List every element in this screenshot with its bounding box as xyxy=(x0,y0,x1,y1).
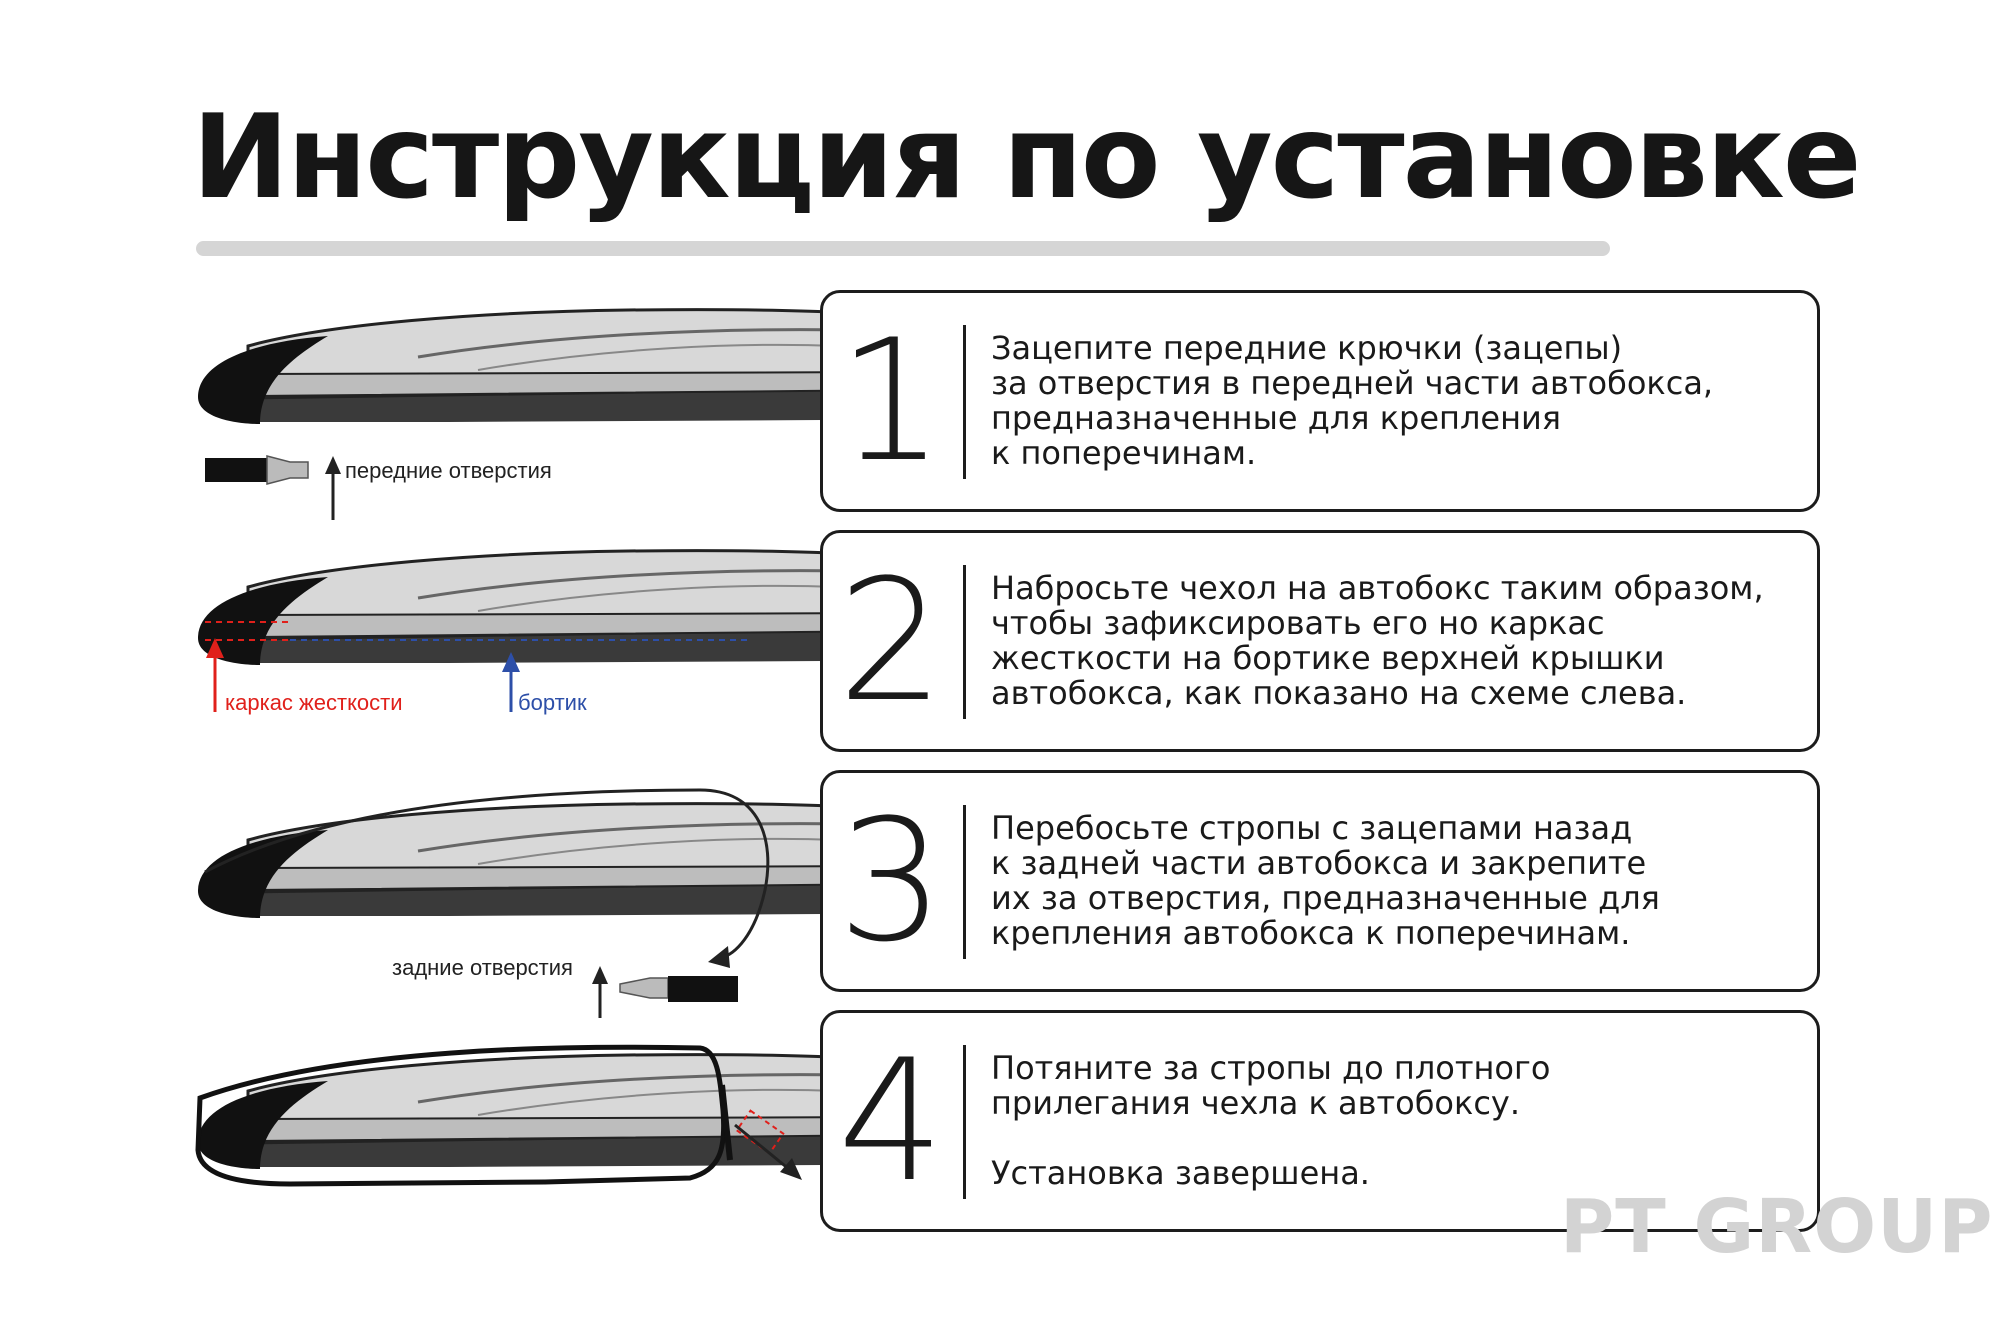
step-text xyxy=(991,293,1791,509)
step-line: их за отверстия, предназначенные для xyxy=(991,879,1660,917)
step-divider xyxy=(963,1045,966,1199)
strap-end xyxy=(205,458,267,482)
step-line: к задней части автобокса и закрепите xyxy=(991,844,1647,882)
step-divider xyxy=(963,325,966,479)
strap-end xyxy=(668,976,738,1002)
label-frame: каркас жесткости xyxy=(225,690,403,715)
step-closing: Установка завершена. xyxy=(991,1154,1370,1192)
step-number: 3 xyxy=(837,783,945,979)
diagram-step-2 xyxy=(198,551,910,715)
step-line: за отверстия в передней части автобокса, xyxy=(991,364,1714,402)
hook-icon xyxy=(267,456,308,484)
step-divider xyxy=(963,565,966,719)
step-text xyxy=(991,533,1791,749)
step-line: автобокса, как показано на схеме слева. xyxy=(991,674,1687,712)
step-line: Зацепите передние крючки (зацепы) xyxy=(991,329,1623,367)
diagram-step-1 xyxy=(198,310,910,520)
page-title: Инструкция по установке xyxy=(192,90,1860,225)
step-line: прилегания чехла к автобоксу. xyxy=(991,1084,1521,1122)
step-line: жесткости на бортике верхней крышки xyxy=(991,639,1665,677)
step-card-3 xyxy=(820,770,1820,992)
step-line: к поперечинам. xyxy=(991,434,1257,472)
step-card-1 xyxy=(820,290,1820,512)
step-card-2 xyxy=(820,530,1820,752)
step-line: Потяните за стропы до плотного xyxy=(991,1049,1551,1087)
step-number: 2 xyxy=(837,543,945,739)
step-number: 1 xyxy=(837,303,945,499)
label-rear-holes: задние отверстия xyxy=(392,955,573,980)
arrow-up-icon xyxy=(325,456,341,474)
brand-watermark: PT GROUP xyxy=(1560,1184,1994,1270)
label-front-holes: передние отверстия xyxy=(345,458,552,483)
step-number: 4 xyxy=(837,1023,945,1219)
step-line: предназначенные для крепления xyxy=(991,399,1562,437)
hook-icon xyxy=(620,978,668,998)
label-rim: бортик xyxy=(518,690,587,715)
step-line: Набросьте чехол на автобокс таким образом, xyxy=(991,569,1764,607)
diagram-step-4 xyxy=(198,1047,910,1184)
step-divider xyxy=(963,805,966,959)
diagram-step-3 xyxy=(198,790,910,1018)
step-line: Перебосьте стропы с зацепами назад xyxy=(991,809,1633,847)
arrow-up-icon xyxy=(592,966,608,984)
step-line: крепления автобокса к поперечинам. xyxy=(991,914,1631,952)
step-text xyxy=(991,773,1791,989)
arrow-icon xyxy=(708,946,730,968)
step-line: чтобы зафиксировать его но каркас xyxy=(991,604,1605,642)
